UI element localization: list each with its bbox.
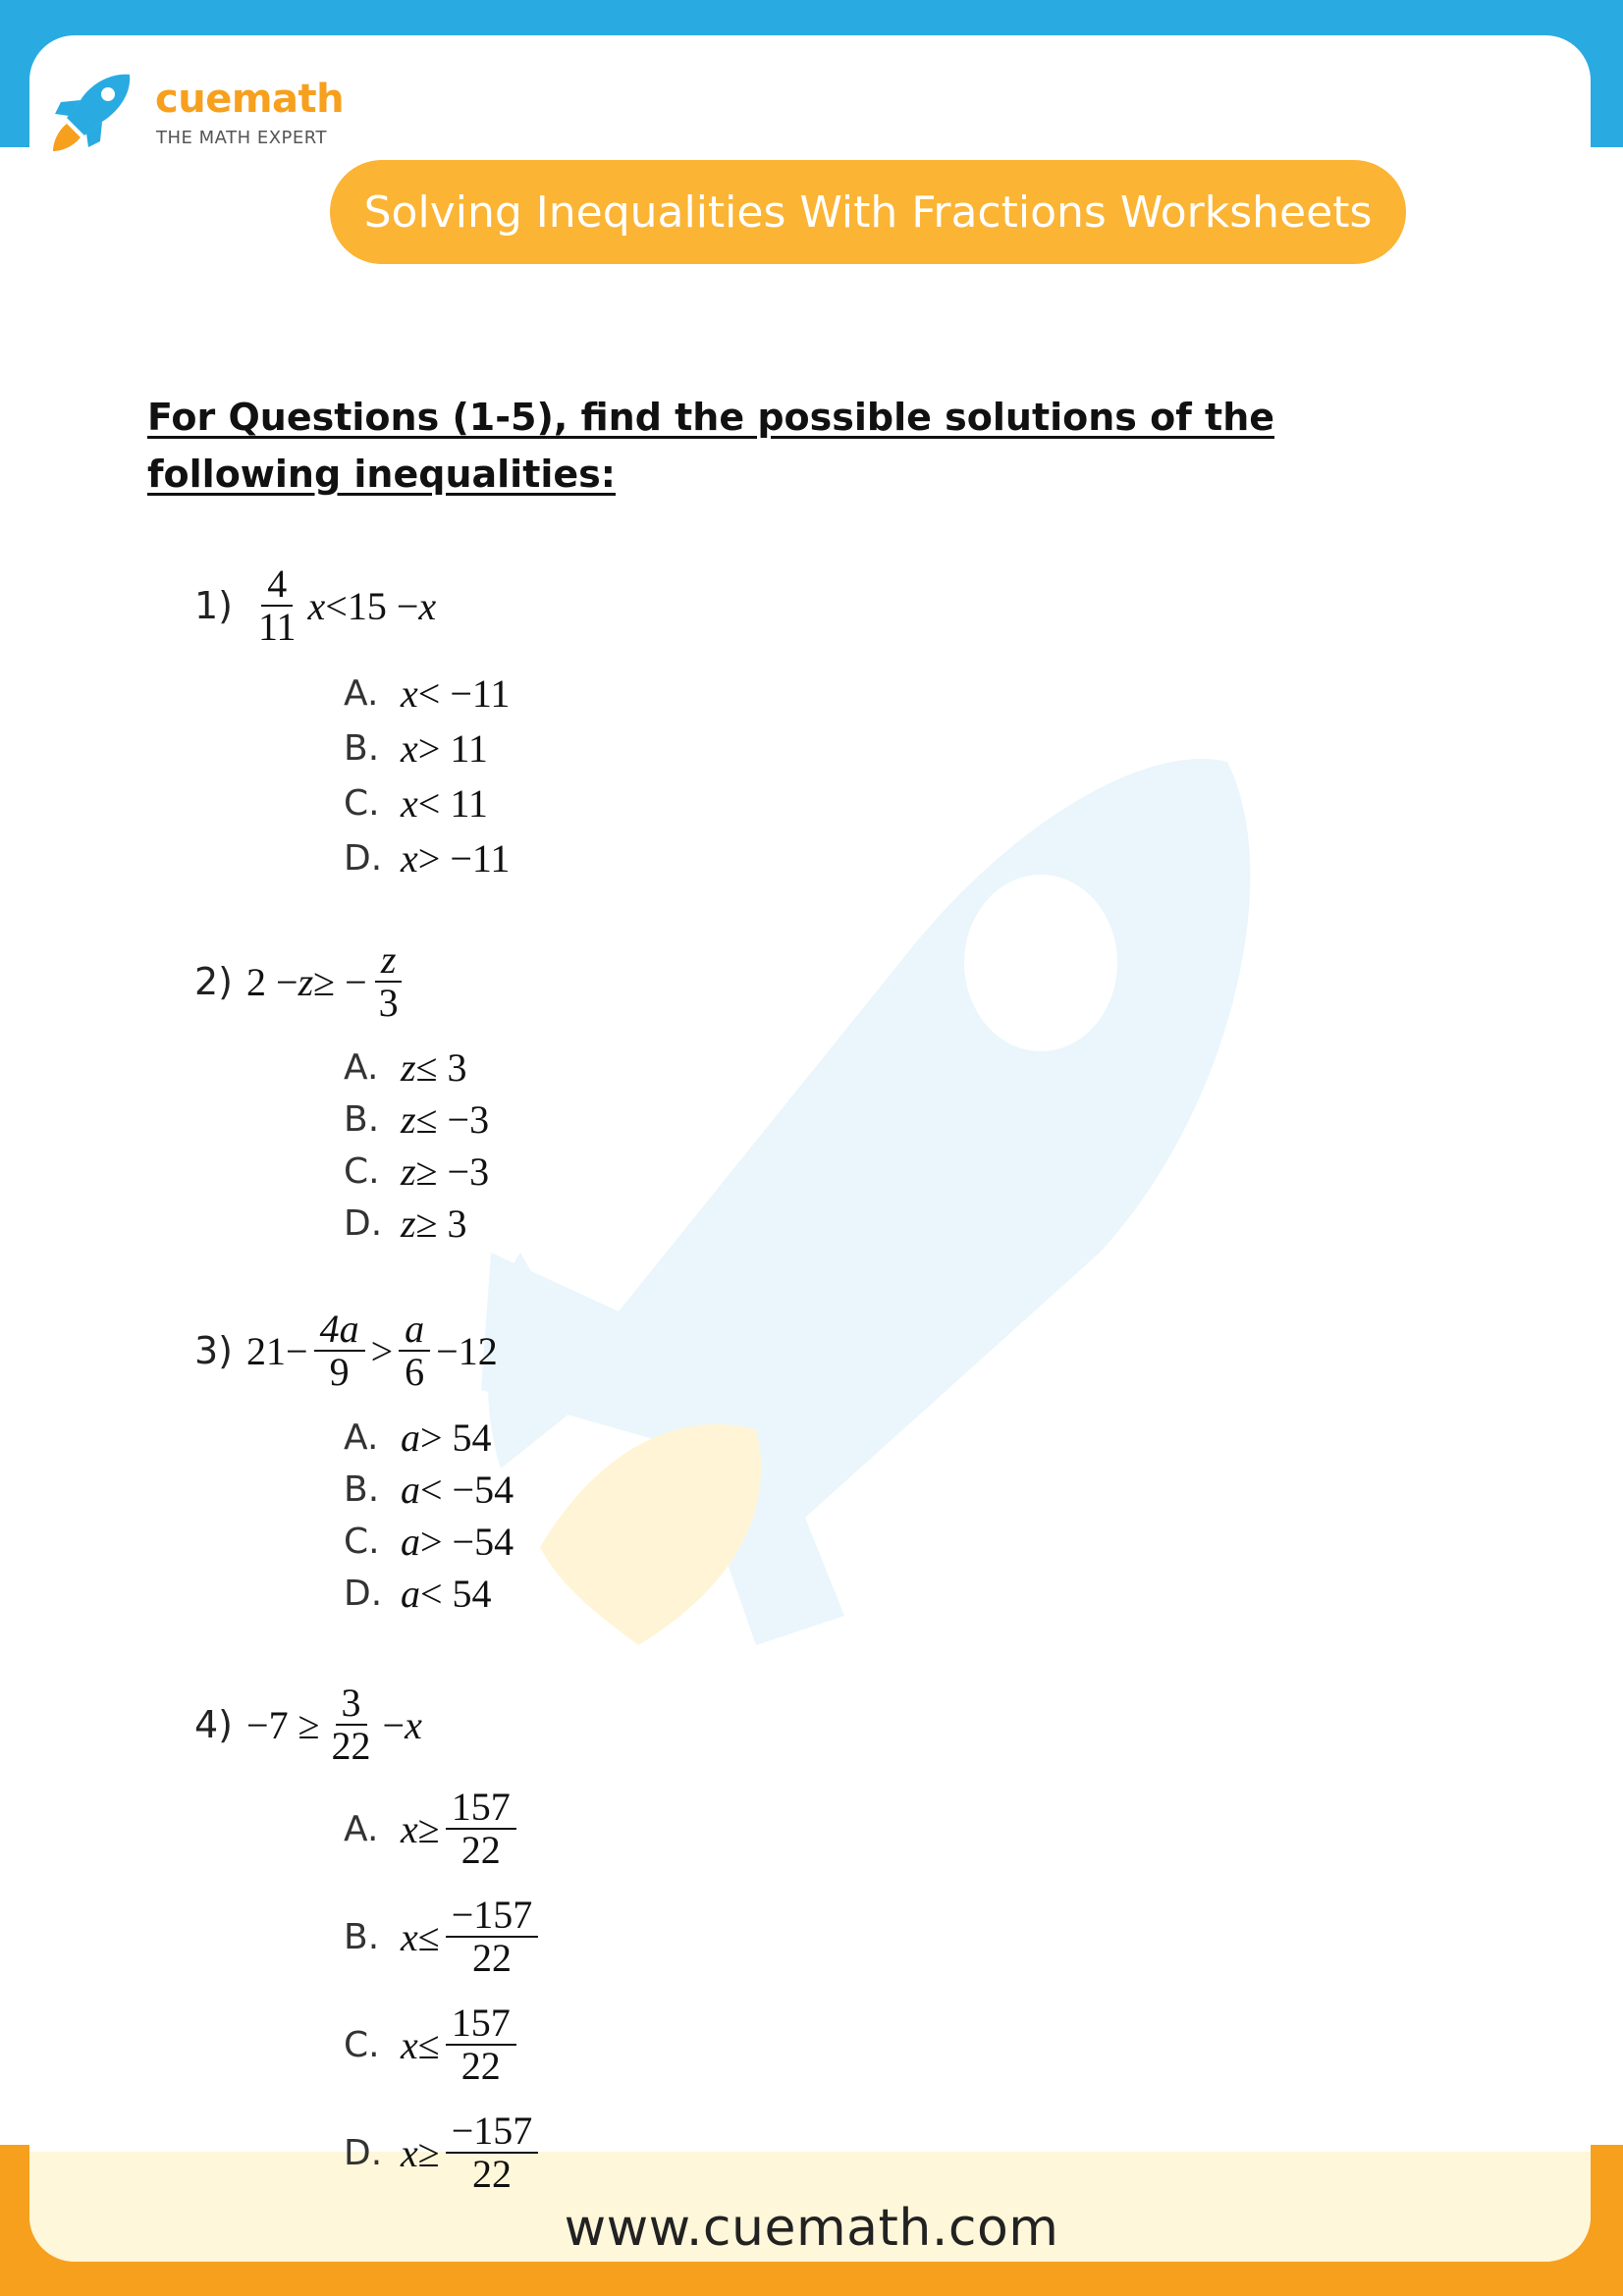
option-3c bbox=[344, 1515, 514, 1568]
rocket-watermark-icon bbox=[461, 703, 1267, 1645]
option-variable: a bbox=[401, 1571, 420, 1616]
option-variable: x bbox=[401, 725, 418, 771]
variable: x bbox=[418, 583, 437, 628]
option-letter: B. bbox=[344, 1468, 380, 1510]
fraction bbox=[446, 2110, 539, 2195]
option-letter: A. bbox=[344, 1808, 379, 1849]
question-1 bbox=[194, 561, 437, 649]
option-1d bbox=[344, 831, 510, 884]
option-letter: A. bbox=[344, 1046, 379, 1088]
option-2a bbox=[344, 1041, 467, 1094]
fraction-numerator: −157 bbox=[446, 1895, 539, 1938]
option-letter: D. bbox=[344, 1573, 383, 1614]
option-variable: z bbox=[401, 1044, 416, 1090]
option-variable: a bbox=[401, 1415, 420, 1460]
option-variable: x bbox=[401, 2130, 418, 2175]
option-variable: x bbox=[401, 2022, 418, 2067]
option-3d bbox=[344, 1567, 492, 1620]
fraction bbox=[326, 1682, 377, 1767]
option-variable: a bbox=[401, 1467, 420, 1512]
option-2c bbox=[344, 1145, 489, 1198]
option-variable: x bbox=[401, 780, 418, 826]
fraction-numerator: a bbox=[399, 1308, 430, 1352]
expression-text: −7 ≥ bbox=[246, 1702, 320, 1747]
option-3b bbox=[344, 1463, 514, 1516]
option-relation: ≥ −3 bbox=[415, 1148, 490, 1194]
option-4d bbox=[344, 2099, 544, 2207]
expression-text: − bbox=[382, 1702, 406, 1747]
expression-text: > bbox=[370, 1328, 394, 1373]
question-2 bbox=[194, 937, 410, 1025]
fraction-denominator: 22 bbox=[460, 2044, 501, 2088]
question-4 bbox=[194, 1681, 422, 1768]
option-relation: < 54 bbox=[420, 1571, 492, 1616]
option-variable: x bbox=[401, 1914, 418, 1959]
fraction-denominator: 11 bbox=[258, 605, 297, 649]
fraction bbox=[446, 1895, 539, 1979]
footer-url[interactable]: www.cuemath.com bbox=[564, 2199, 1059, 2258]
fraction-denominator: 6 bbox=[405, 1350, 425, 1394]
option-variable: z bbox=[401, 1148, 416, 1194]
option-variable: x bbox=[401, 835, 418, 881]
option-relation: < −11 bbox=[417, 670, 511, 716]
option-relation: ≥ bbox=[417, 2130, 440, 2175]
option-relation: ≥ 3 bbox=[415, 1201, 467, 1246]
option-letter: A. bbox=[344, 672, 379, 714]
fraction-denominator: 9 bbox=[329, 1350, 350, 1394]
fraction-numerator: z bbox=[375, 939, 403, 983]
option-variable: z bbox=[401, 1201, 416, 1246]
option-relation: > −11 bbox=[417, 835, 511, 881]
question-3 bbox=[194, 1307, 498, 1394]
option-letter: C. bbox=[344, 782, 380, 824]
option-relation: > 54 bbox=[420, 1415, 492, 1460]
fraction-denominator: 22 bbox=[472, 2152, 512, 2196]
fraction-denominator: 22 bbox=[472, 1936, 512, 1980]
option-4b bbox=[344, 1883, 544, 1991]
expression-text: −12 bbox=[436, 1328, 498, 1373]
option-1a bbox=[344, 667, 510, 720]
option-relation: > 11 bbox=[417, 725, 488, 771]
question-number: 2) bbox=[194, 960, 234, 1003]
cuemath-logo bbox=[51, 69, 346, 157]
option-letter: B. bbox=[344, 1916, 380, 1957]
option-letter: B. bbox=[344, 727, 380, 769]
worksheet-card bbox=[29, 35, 1591, 2262]
option-letter: D. bbox=[344, 2132, 383, 2173]
fraction-numerator: −157 bbox=[446, 2110, 539, 2154]
option-relation: > −54 bbox=[420, 1519, 514, 1564]
option-variable: x bbox=[401, 1806, 418, 1851]
expression-text: <15 − bbox=[325, 583, 419, 628]
option-letter: A. bbox=[344, 1416, 379, 1458]
fraction bbox=[314, 1308, 365, 1393]
question-number: 4) bbox=[194, 1703, 234, 1746]
fraction bbox=[373, 939, 405, 1024]
option-4c bbox=[344, 1991, 522, 2099]
option-variable: x bbox=[401, 670, 418, 716]
brand-name: cuemath bbox=[155, 77, 345, 122]
fraction-numerator: 157 bbox=[446, 1787, 516, 1830]
fraction bbox=[446, 2002, 516, 2087]
rocket-logo-icon bbox=[51, 69, 135, 153]
option-1c bbox=[344, 776, 488, 829]
instructions: For Questions (1-5), find the possible solutions of the following inequalities: bbox=[147, 396, 1275, 496]
option-letter: C. bbox=[344, 2024, 380, 2065]
fraction-denominator: 22 bbox=[331, 1724, 371, 1768]
brand-tagline: THE MATH EXPERT bbox=[156, 128, 327, 148]
fraction bbox=[252, 563, 302, 648]
option-1b bbox=[344, 721, 488, 774]
option-letter: B. bbox=[344, 1098, 380, 1140]
option-relation: ≤ bbox=[417, 2022, 440, 2067]
fraction bbox=[399, 1308, 430, 1393]
variable: x bbox=[405, 1702, 422, 1747]
expression-text: 21− bbox=[246, 1328, 308, 1373]
fraction-numerator: 3 bbox=[336, 1682, 367, 1726]
option-2d bbox=[344, 1197, 467, 1250]
variable: x bbox=[307, 583, 326, 628]
fraction-numerator: 4a bbox=[314, 1308, 365, 1352]
variable: z bbox=[298, 959, 314, 1004]
expression-text: 2 − bbox=[246, 959, 298, 1004]
option-relation: < 11 bbox=[417, 780, 488, 826]
option-letter: D. bbox=[344, 1202, 383, 1244]
option-relation: ≤ bbox=[417, 1914, 440, 1959]
worksheet-title: Solving Inequalities With Fractions Worksheets bbox=[330, 160, 1406, 264]
question-number: 3) bbox=[194, 1329, 234, 1372]
fraction-numerator: 157 bbox=[446, 2002, 516, 2046]
fraction bbox=[446, 1787, 516, 1871]
option-2b bbox=[344, 1093, 489, 1146]
fraction-denominator: 22 bbox=[460, 1828, 501, 1872]
option-letter: C. bbox=[344, 1521, 380, 1562]
option-variable: z bbox=[401, 1096, 416, 1142]
option-4a bbox=[344, 1775, 522, 1883]
option-letter: D. bbox=[344, 837, 383, 879]
option-relation: ≥ bbox=[417, 1806, 440, 1851]
expression-text: ≥ − bbox=[313, 959, 367, 1004]
option-letter: C. bbox=[344, 1150, 380, 1192]
fraction-denominator: 3 bbox=[378, 981, 399, 1025]
option-relation: ≤ −3 bbox=[415, 1096, 490, 1142]
fraction-numerator: 4 bbox=[261, 563, 293, 607]
option-relation: ≤ 3 bbox=[415, 1044, 467, 1090]
option-3a bbox=[344, 1411, 492, 1464]
question-number: 1) bbox=[194, 584, 234, 627]
option-relation: < −54 bbox=[420, 1467, 514, 1512]
option-variable: a bbox=[401, 1519, 420, 1564]
